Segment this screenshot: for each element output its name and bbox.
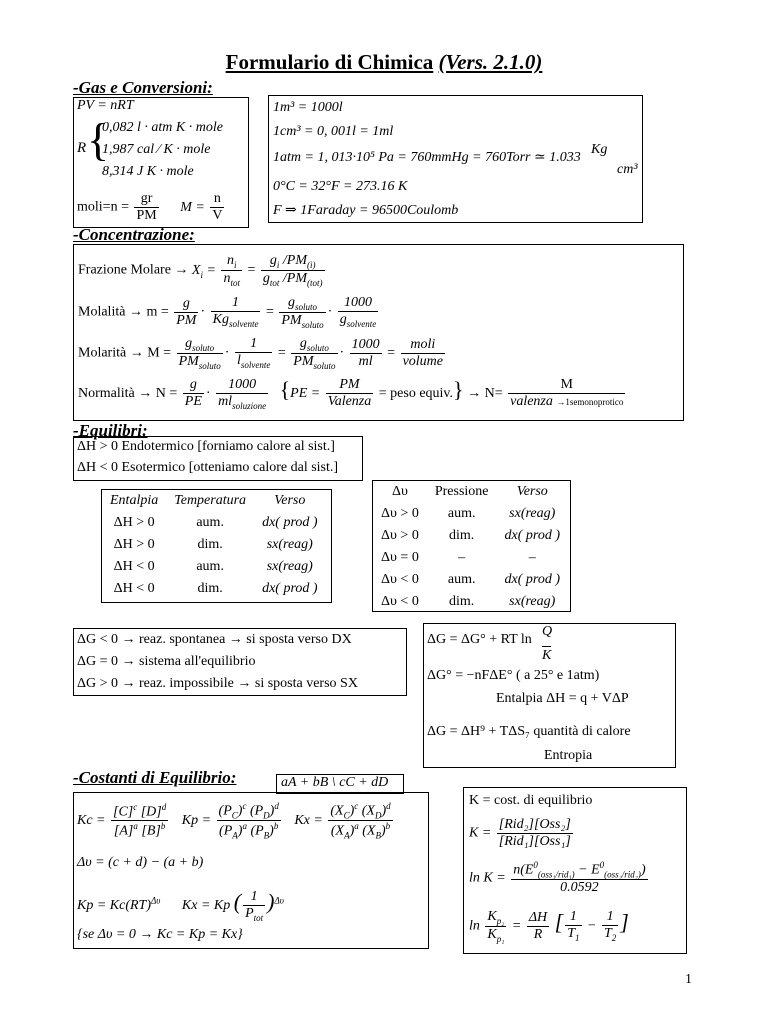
- concentrazione-box: [73, 244, 684, 421]
- entropia-label: Entropia: [544, 748, 593, 763]
- k-symbol: K: [542, 648, 552, 663]
- table1-header-1: Entalpia: [110, 493, 159, 508]
- page-title: [0, 50, 768, 75]
- pv-formula: PV = nRT: [77, 98, 134, 113]
- conv-line-1: 1m³ = 1000l: [273, 100, 343, 115]
- gibbs-line-2: ΔG = 0 → sistema all'equilibrio: [77, 654, 256, 669]
- table1-header-2: Temperatura: [174, 493, 247, 508]
- table2-header-1: Δυ: [391, 484, 408, 499]
- endotermico-line: ΔH > 0 Endotermico [forniamo calore al sist.]: [77, 439, 335, 454]
- gibbs-line-1: ΔG < 0 → reaz. spontanea → si sposta verso DX: [77, 632, 352, 647]
- r-brace: {: [87, 114, 110, 165]
- entalpia-box: [73, 436, 363, 481]
- van-t-hoff-line: ln $\frac{K_{p_2}}{K_{p_1}}$ = $\frac{\Delta H}{R}$ [ $\frac{1}{T_1}$ − $\frac{1}{T_2}$ ]: [469, 909, 629, 944]
- k-expressions: Kc = $\frac{[C]^c [D]^d}{[A]^a [B]^b}$ Kp = $\frac{(P_C)^c (P_D)^d}{(P_A)^a (P_B)^b}$ Kx = $\frac{(X_C)^c (X_D)^d}{(X_A)^a (X_B)^b}$: [77, 801, 391, 841]
- table-row: Δυ > 0 dim. dx( prod ): [381, 528, 560, 543]
- r-value-2: 1,987 cal ⁄ K · mole: [102, 142, 211, 157]
- costanti-box: [73, 792, 429, 949]
- table-row: Δυ = 0 – –: [381, 550, 536, 565]
- gibbs-ln-line: ΔG = ΔG° + RT ln: [427, 632, 532, 647]
- section-gas: -Gas e Conversioni:: [73, 78, 213, 97]
- table-row: ΔH < 0 dim. dx( prod ): [113, 581, 318, 596]
- lnk-line: ln K = $\frac{n(E^0_{(oss_1/rid_1)} - E^0_{(oss_2/rid_2)})}{0.0592}$: [469, 860, 646, 896]
- table-row: ΔH > 0 dim. sx(reag): [113, 537, 313, 552]
- table1-header-3: Verso: [274, 493, 306, 508]
- pressione-table: [373, 481, 568, 613]
- kp-kc-line: Kp = Kc(RT)$^{\Delta\upsilon}$ Kx = Kp ( $\frac{1}{P_{tot}}$ )$^{\Delta\upsilon}$: [77, 889, 284, 923]
- table-row: Δυ > 0 aum. sx(reag): [381, 506, 556, 521]
- normalita: Normalità → N = $\frac{g}{PE}$ · $\frac{1000}{ml_{soluzione}}$ {PE = $\frac{PM}{\text{Valenza}}$ = peso equiv.} → N= $\frac{M}{\text{valenza →1semonoprotico}}$: [78, 377, 624, 411]
- conversions-box: [268, 95, 643, 223]
- section-costanti: -Costanti di Equilibrio:: [73, 768, 237, 787]
- esotermico-line: ΔH < 0 Esotermico [otteniamo calore dal sist.]: [77, 460, 339, 475]
- title-main: Formulario di Chimica: [225, 50, 434, 74]
- q-symbol: Q: [542, 624, 553, 639]
- conv-line-5: F ⇒ 1Faraday = 96500Coulomb: [273, 203, 459, 218]
- section-concentrazione: -Concentrazione:: [73, 225, 195, 244]
- entalpia-table: [102, 490, 326, 600]
- conv-line-4: 0°C = 32°F = 273.16 K: [273, 179, 408, 194]
- table2-header-3: Verso: [516, 484, 548, 499]
- title-version: (Vers. 2.1.0): [438, 50, 543, 74]
- delta-v-line: Δυ = (c + d) − (a + b): [77, 855, 204, 870]
- se-line: {se Δυ = 0 → Kc = Kp = Kx}: [77, 927, 243, 942]
- gibbs-entropy-line: ΔG = ΔH⁹ + TΔS₇ quantità di calore: [427, 724, 631, 739]
- entalpia-table-box: [101, 489, 332, 603]
- molalita: Molalità → m = $\frac{g}{PM}$ · $\frac{1}{Kg_{solvente}}$ = $\frac{g_{soluto}}{PM_{soluto}}$ · $\frac{1000}{g_{solvente}}$: [78, 295, 377, 330]
- r-value-3: 8,314 J K · mole: [102, 164, 194, 179]
- gibbs-box: [73, 628, 407, 696]
- table-row: ΔH > 0 aum. dx( prod ): [113, 515, 318, 530]
- entalpia-line: Entalpia ΔH = q + VΔP: [496, 691, 629, 706]
- k-redox-box: [463, 787, 687, 954]
- gibbs-std-line: ΔG° = −nFΔE° ( a 25° e 1atm): [427, 668, 600, 683]
- k-definition: K = cost. di equilibrio: [469, 793, 593, 808]
- conv-units-num: Kg: [591, 142, 608, 157]
- k-redox-line: K = $\frac{\text{[Rid₂][Oss₂]}}{\text{[Rid₁][Oss₁]}}$: [469, 817, 571, 849]
- conv-units-den: cm³: [617, 162, 638, 177]
- page-number: 1: [685, 972, 692, 987]
- pressione-table-box: [372, 480, 571, 612]
- table-row: Δυ < 0 aum. dx( prod ): [381, 572, 560, 587]
- r-value-1: 0,082 l · atm K · mole: [102, 120, 223, 135]
- molarita: Molarità → M = $\frac{g_{soluto}}{PM_{soluto}}$ · $\frac{1}{l_{solvente}}$ = $\frac{g_{soluto}}{PM_{soluto}}$ · $\frac{1000}{ml}$ = $\frac{\text{moli}}{\text{volume}}$: [78, 336, 444, 371]
- gibbs-right-box: [423, 623, 676, 768]
- conv-line-3: 1atm = 1, 013·10⁵ Pa = 760mmHg = 760Torr ≃ 1.033: [273, 150, 581, 165]
- gas-formulas-box: [73, 97, 249, 228]
- gibbs-line-3: ΔG > 0 → reaz. impossibile → si sposta verso SX: [77, 676, 358, 691]
- reaction-equation: aA + bB \ cC + dD: [276, 774, 404, 794]
- table-row: ΔH < 0 aum. sx(reag): [113, 559, 313, 574]
- moli-formula: moli=n = $\frac{gr}{PM}$ M = $\frac{n}{V}$: [77, 191, 223, 223]
- section-equilibri: -Equilibri:: [73, 421, 148, 440]
- table-row: Δυ < 0 dim. sx(reag): [381, 594, 556, 609]
- conv-line-2: 1cm³ = 0, 001l = 1ml: [273, 124, 394, 139]
- r-label: R: [77, 140, 87, 156]
- frazione-molare: Frazione Molare → $X_i$ = $\frac{n_i}{n_{tot}}$ = $\frac{g_i /PM_{(i)}}{g_{tot} /PM_{(tot)}}$: [78, 253, 323, 288]
- table2-header-2: Pressione: [434, 484, 489, 499]
